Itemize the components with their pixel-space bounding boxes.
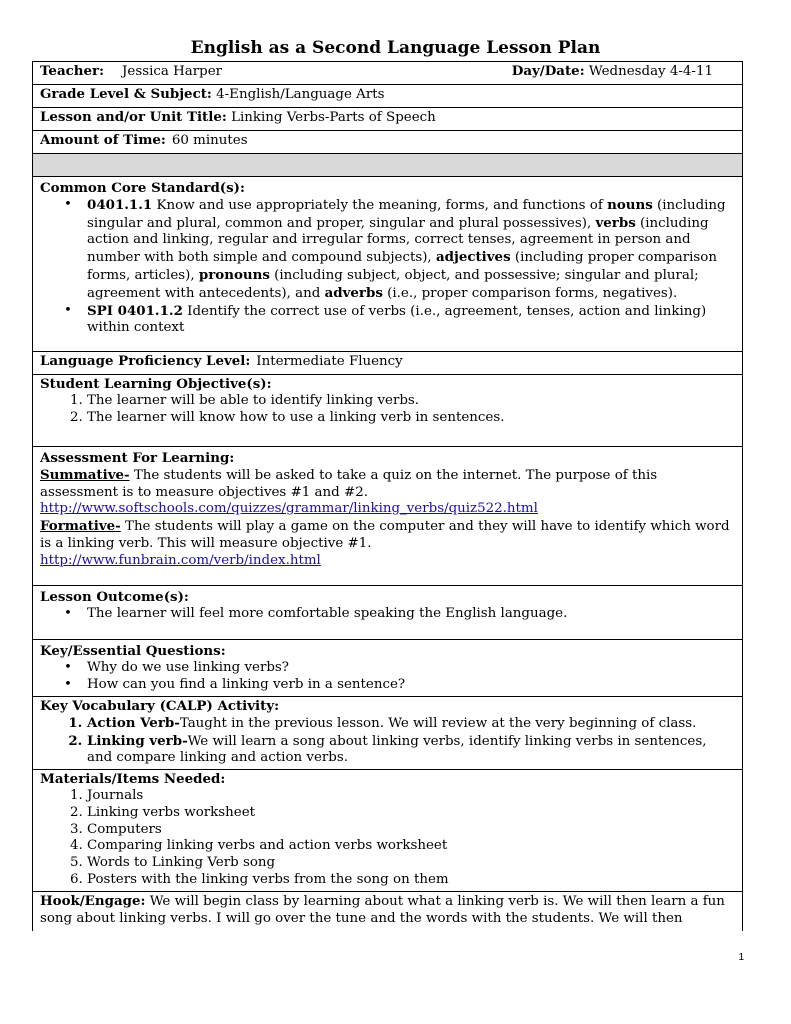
objective-item: 1. The learner will be able to identify linking verbs. <box>87 393 735 410</box>
outcome-item: • The learner will feel more comfortable speaking the English language. <box>87 606 735 623</box>
assessment-row <box>33 447 743 586</box>
standards-list <box>40 197 735 337</box>
summative-text: The students will be asked to take a quiz on the internet. The purpose of this assessment is to measure objectives #1 and #2. <box>40 467 658 500</box>
time-label: Amount of Time: <box>40 132 166 148</box>
proficiency-label: Language Proficiency Level: <box>40 353 251 369</box>
standards-label: Common Core Standard(s): <box>40 180 245 196</box>
hook-label: Hook/Engage: <box>40 893 146 910</box>
document-title: English as a Second Language Lesson Plan <box>190 38 601 58</box>
teacher-label: Teacher: <box>40 63 105 79</box>
summative-quiz-link[interactable]: http://www.softschools.com/quizzes/grammar/linking_verbs/quiz522.html <box>40 501 538 517</box>
question-item: • How can you find a linking verb in a sentence? <box>87 677 735 694</box>
outcomes-label: Lesson Outcome(s): <box>40 589 189 605</box>
questions-list <box>40 660 735 694</box>
materials-list <box>40 788 735 889</box>
proficiency-row <box>33 352 743 375</box>
questions-label: Key/Essential Questions: <box>40 643 226 659</box>
vocab-row <box>33 697 743 770</box>
hook-row <box>33 892 743 932</box>
material-item: 2. Linking verbs worksheet <box>87 805 735 822</box>
grade-row <box>33 85 743 108</box>
formative-label: Formative- <box>40 518 121 535</box>
lesson-plan-table <box>32 61 743 931</box>
vocab-label: Key Vocabulary (CALP) Activity: <box>40 698 280 714</box>
question-item: • Why do we use linking verbs? <box>87 660 735 677</box>
materials-label: Materials/Items Needed: <box>40 771 226 788</box>
grade-value: 4-English/Language Arts <box>216 87 385 102</box>
material-item: 4. Comparing linking verbs and action verbs worksheet <box>87 838 735 855</box>
time-row <box>33 131 743 154</box>
formative-game-link[interactable]: http://www.funbrain.com/verb/index.html <box>40 552 321 568</box>
unit-value: Linking Verbs-Parts of Speech <box>231 110 436 125</box>
material-item: 6. Posters with the linking verbs from the song on them <box>87 872 735 889</box>
teacher-row <box>33 62 743 85</box>
outcomes-row <box>33 586 743 640</box>
gray-spacer-row <box>33 154 743 177</box>
material-item: 1. Journals <box>87 788 735 805</box>
time-value: 60 minutes <box>171 133 248 148</box>
assessment-label: Assessment For Learning: <box>40 450 235 466</box>
standard-item: • SPI 0401.1.2 Identify the correct use of verbs (i.e., agreement, tenses, action and linking) within context <box>87 303 735 338</box>
unit-label: Lesson and/or Unit Title: <box>40 109 227 125</box>
daydate-value: Wednesday 4-4-11 <box>588 64 713 79</box>
standards-row <box>33 177 743 352</box>
unit-row <box>33 108 743 131</box>
formative-text: The students will play a game on the computer and they will have to identify which word is a linking verb. This will measure objective #1. <box>40 519 730 551</box>
grade-label: Grade Level & Subject: <box>40 86 212 102</box>
material-item: 5. Words to Linking Verb song <box>87 855 735 872</box>
summative-label: Summative- <box>40 466 130 483</box>
objectives-row <box>33 375 743 447</box>
questions-row <box>33 640 743 697</box>
page-number: 1 <box>738 952 744 963</box>
teacher-value: Jessica Harper <box>122 64 223 79</box>
vocab-item: 2. Linking verb-We will learn a song about linking verbs, identify linking verbs in sentences, and compare linking and action verbs. <box>87 733 735 768</box>
objective-item: 2. The learner will know how to use a linking verb in sentences. <box>87 410 735 427</box>
material-item: 3. Computers <box>87 822 735 839</box>
hook-text: We will begin class by learning about what a linking verb is. We will then learn a fun song about linking verbs. I will go over the tune and the words with the students. We will then <box>40 894 725 926</box>
objectives-label: Student Learning Objective(s): <box>40 376 272 392</box>
standard-item: • 0401.1.1 Know and use appropriately the meaning, forms, and functions of nouns (including singular and plural, common and proper, singular and plural possessives), verbs (including action and linking, regular and irregular forms, correct tenses, agreement in person and number with both simple and compound subjects), adjectives (including proper comparison forms, articles), pronouns (including subject, object, and possessive; singular and plural; agreement with antecedents), and adverbs (i.e., proper comparison forms, negatives). <box>87 197 735 303</box>
outcomes-list <box>40 606 735 623</box>
objectives-list <box>40 393 735 427</box>
proficiency-value: Intermediate Fluency <box>256 354 403 369</box>
daydate-label: Day/Date: <box>511 63 585 79</box>
vocab-item: 1. Action Verb-Taught in the previous lesson. We will review at the very beginning of class. <box>87 715 735 733</box>
materials-row <box>33 770 743 892</box>
vocab-list <box>40 715 735 767</box>
